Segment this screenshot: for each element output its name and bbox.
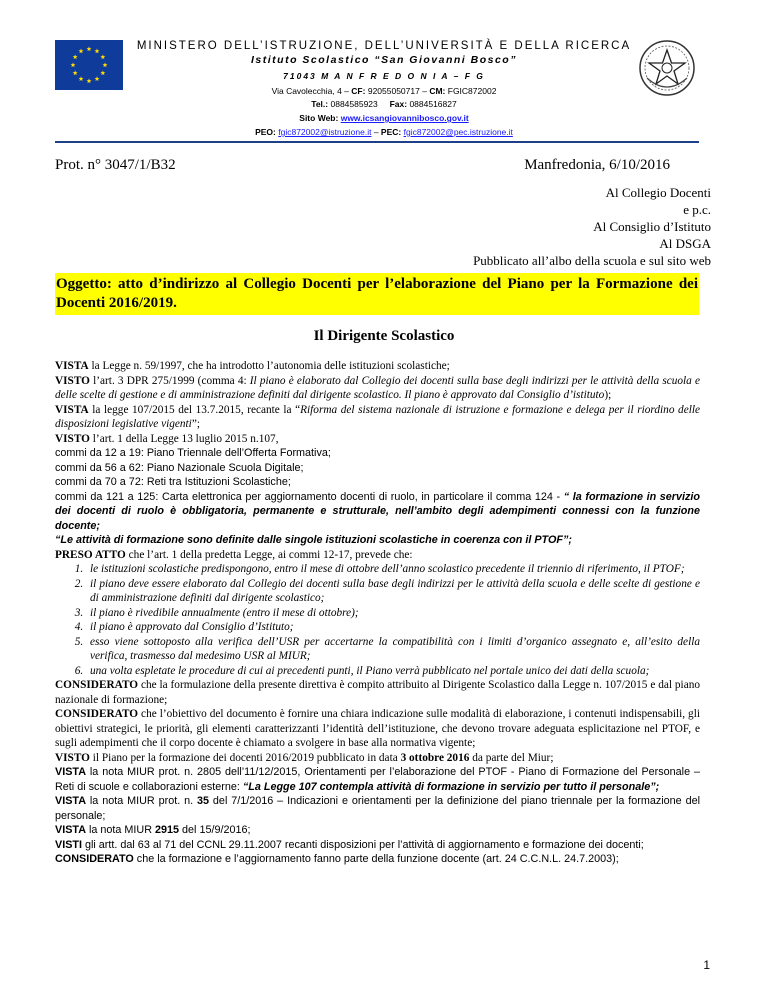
text: la legge 107/2015 del 13.7.2015, recante la “ [88,403,301,416]
recipient-line: Al Consiglio d’Istituto [593,219,711,234]
recipients-block [473,184,711,269]
recipient-line: Pubblicato all’albo della scuola e sul sito web [473,253,711,268]
paragraph [55,374,700,403]
text: da parte del Miur; [469,751,554,764]
peo-label: PEO: [255,127,276,137]
list-item: 3. il piano è rivedibile annualmente (entro il mese di ottobre); [86,606,700,621]
web-label: Sito Web: [299,113,339,123]
paragraph [55,838,700,853]
keyword: VISTO [55,751,90,764]
tel-label: Tel.: [311,99,329,109]
school-emails [0,127,768,137]
text: che l’obiettivo del documento è fornire una chiara indicazione sulle modalità di elaborazione, i contenuti indispensabili, gli obiettivi strategici, le priorità, gli elementi caratterizzanti l’identità dell’istituzione, che devono trovare adeguata esplicitazione nel PTOF, e sugli adempimenti che il corpo docente è chiamato a svolgere in base alla normativa vigente; [55,708,700,749]
school-website [0,113,768,123]
subject-text: Oggetto: atto d’indirizzo al Collegio Docenti per l’elaborazione del Piano per la Formazione dei Docenti 2016/2019. [56,276,698,311]
signer-heading: Il Dirigente Scolastico [313,328,455,344]
recipient-line: e p.c. [683,202,711,217]
keyword: VISTA [55,403,89,416]
keyword: VISTI [55,838,82,851]
highlighted-date: 3 ottobre 2016 [400,751,470,764]
numbered-list [55,562,700,678]
text: che la formazione e l’aggiornamento fanno parte della funzione docente (art. 24 C.C.N.L. 24.7.2003); [133,853,619,865]
paragraph: commi da 12 a 19: Piano Triennale dell’Offerta Formativa; [55,447,331,459]
pec-email-link[interactable]: fgic872002@pec.istruzione.it [403,127,513,137]
tel-value: 0884585923 [330,99,378,109]
recipient-line: Al DSGA [659,236,711,251]
text: il Piano per la formazione dei docenti 2016/2019 pubblicato in data [89,751,401,764]
fax-label: Fax: [389,99,408,109]
peo-email-link[interactable]: fgic872002@istruzione.it [278,127,372,137]
list-item: 2. il piano deve essere elaborato dal Collegio dei docenti sulla base degli indirizzi per le attività della scuola e delle scelte di gestione e di amministrazione definiti dal dirigente scolastico; [86,577,700,606]
school-contacts [0,99,768,109]
quote: “ la formazione in servizio dei docenti di ruolo è obbligatoria, permanente e strutturale, nell’ambito degli adempimenti connessi con la funzione docente; [55,490,701,532]
paragraph [55,823,700,838]
quote: “Le attività di formazione sono definite dalle singole istituzioni scolastiche in coerenza con il PTOF”; [55,534,572,546]
paragraph [55,490,700,534]
header-divider [55,141,699,143]
keyword: VISTO [55,374,90,387]
document-body [55,359,700,867]
cf-label: CF: [351,86,366,96]
keyword: CONSIDERATO [55,679,139,691]
text: l’art. 3 DPR 275/1999 (comma 4: [89,374,250,387]
list-item: 5. esso viene sottoposto alla verifica dell’USR per accertarne la compatibilità con i limiti d’organico assegnato e, all’esito della verifica, trasmesso dal medesimo USR al MIUR; [86,635,700,664]
list-item: 4. il piano è approvato dal Consiglio d’Istituto; [86,620,700,635]
recipient-line: Al Collegio Docenti [605,185,711,200]
pec-label: PEC: [380,127,402,137]
note-number: 35 [197,795,210,807]
address-text: Via Cavolecchia, 4 – [271,86,349,96]
text: la nota MIUR prot. n. 2805 dell’11/12/2015, Orientamenti per l’elaborazione del PTOF - Piano di Formazione del Personale – Reti di scuole e collaborazioni esterne: [55,766,700,793]
keyword: CONSIDERATO [55,708,139,720]
keyword: VISTA [55,824,86,836]
text: ”; [191,418,200,430]
cm-value: FGIC872002 [447,86,497,96]
paragraph [55,548,700,563]
text: del 15/9/2016; [179,824,251,836]
text: la Legge n. 59/1997, che ha introdotto l’autonomia delle istituzioni scolastiche; [88,360,450,372]
school-city: 71043 M A N F R E D O N I A – F G [283,71,485,81]
page-number: 1 [703,958,710,972]
paragraph [55,707,700,751]
document-date: Manfredonia, 6/10/2016 [524,157,670,173]
ministry-name: MINISTERO DELL’ISTRUZIONE, DELL’UNIVERSITÀ E DELLA RICERCA [136,40,632,52]
paragraph [55,765,700,794]
quote: Riforma del sistema nazionale di istruzione e formazione e delega per il riordino delle disposizioni legislative vigenti [55,403,700,430]
text: ); [604,389,612,401]
text: che l’art. 1 della predetta Legge, ai commi 12-17, prevede che: [125,548,413,561]
paragraph [55,533,700,548]
list-item: 1. le istituzioni scolastiche predispongono, entro il mese di ottobre dell’anno scolastico precedente il triennio di riferimento, il PTOF; [86,562,700,577]
cf-value: 92055050717 – [367,86,427,96]
text: gli artt. dal 63 al 71 del CCNL 29.11.2007 recanti disposizioni per l’attività di aggiornamento e formazione dei docenti; [82,838,644,851]
quote: “La Legge 107 contempla attività di formazione in servizio per tutto il personale”; [242,780,660,793]
keyword: PRESO ATTO [55,548,126,561]
cm-label: CM: [429,86,446,96]
text: l’art. 1 della Legge 13 luglio 2015 n.107, [89,432,279,445]
protocol-number: Prot. n° 3047/1/B32 [55,157,176,173]
text: la nota MIUR [86,824,156,836]
paragraph [55,432,700,447]
keyword: VISTA [55,766,86,778]
school-address [0,86,768,96]
paragraph [55,794,700,823]
keyword: CONSIDERATO [55,853,134,865]
paragraph [55,751,700,766]
paragraph [55,852,700,867]
keyword: VISTA [55,360,89,372]
list-item: 6. una volta espletate le procedure di cui ai precedenti punti, il Piano verrà pubblicato nel portale unico dei dati della scuola; [86,664,700,679]
website-link[interactable]: www.icsangiovannibosco.gov.it [340,113,469,123]
email-separator: – [371,127,381,137]
fax-value: 0884516827 [409,99,457,109]
text: che la formulazione della presente direttiva è compito attribuito al Dirigente Scolastico dalla Legge n. 107/2015 e dal piano nazionale di formazione; [55,679,700,706]
paragraph [55,403,700,432]
paragraph: commi da 56 a 62: Piano Nazionale Scuola Digitale; [55,461,304,474]
school-name: Istituto Scolastico “San Giovanni Bosco” [251,54,517,66]
keyword: VISTA [55,795,86,807]
paragraph [55,678,700,707]
quote: Il piano è elaborato dal Collegio dei docenti sulla base degli indirizzi per le attività della scuola e delle scelte di gestione e di amministrazione definiti dal dirigente scolastico. Il piano è approvato dal Consiglio d’istituto [55,374,701,401]
text: commi da 121 a 125: Carta elettronica per aggiornamento docenti di ruolo, in particolare il comma 124 - [55,490,564,503]
subject-highlight [55,273,699,315]
keyword: VISTO [55,432,90,445]
paragraph: commi da 70 a 72: Reti tra Istituzioni Scolastiche; [55,476,291,488]
paragraph [55,359,700,374]
text: la nota MIUR prot. n. [86,795,198,807]
note-number: 2915 [155,824,180,836]
text: del 7/1/2016 – Indicazioni e orientamenti per la definizione del piano triennale per la formazione del personale; [55,795,700,822]
